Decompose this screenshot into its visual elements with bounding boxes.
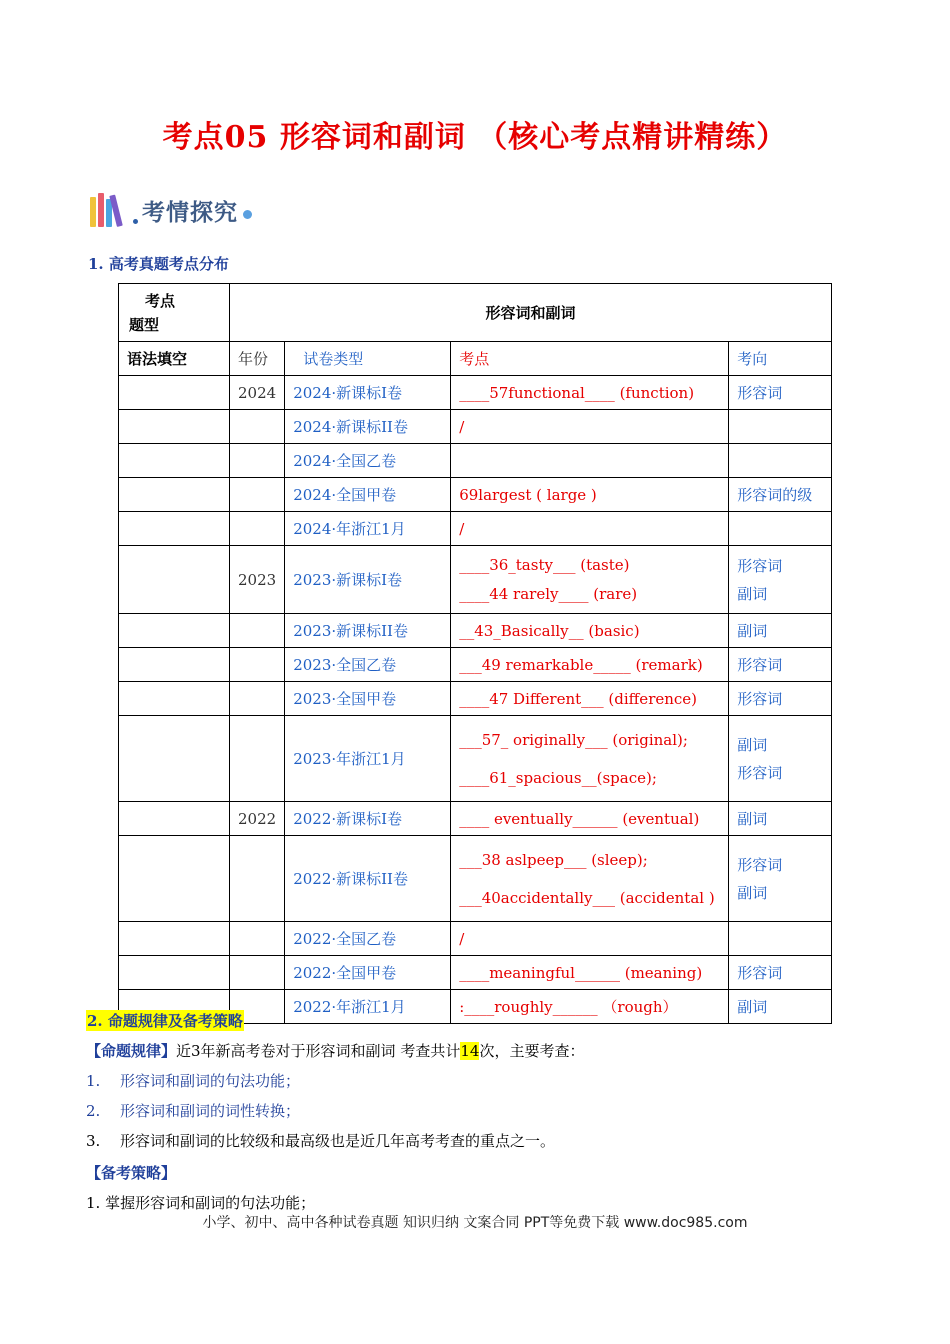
col-direction: 考向 [729,342,832,376]
direction-text: 副词 [737,998,768,1016]
table-row [119,922,832,956]
corner-cell [119,284,230,342]
direction-text: 形容词 [737,856,783,874]
paper-cell: 2022·年浙江1月 [285,990,451,1024]
point-text: :____roughly______ （rough） [459,998,678,1016]
list-item: 3. 形容词和副词的比较级和最高级也是近几年高考考查的重点之一。 [86,1132,556,1150]
corner-bottom-label: 题型 [129,316,160,334]
direction-cell [729,444,832,478]
page-footer: 小学、初中、高中各种试卷真题 知识归纳 文案合同 PPT等免费下载 www.doc985.com [202,1215,748,1231]
direction-text: 形容词 [737,557,783,575]
point-text: / [459,418,465,436]
paper-cell: 2023·新课标II卷 [285,614,451,648]
point-text: ____57functional____ (function) [459,384,695,402]
direction-cell [729,956,832,990]
direction-text: 形容词 [737,964,783,982]
direction-text: 形容词 [737,656,783,674]
col-paper: 试卷类型 [285,342,451,376]
direction-cell [729,990,832,1024]
table-row [119,512,832,546]
rule-count: 14 [460,1042,480,1060]
type-cell [119,922,230,956]
strategy-item: 1. 掌握形容词和副词的句法功能； [86,1194,316,1212]
point-text: ____61_spacious__(space); [459,769,657,787]
type-cell [119,802,230,836]
direction-cell [729,614,832,648]
paper-cell: 2023·全国甲卷 [285,682,451,716]
point-text: ____36_tasty___ (taste) [459,556,630,574]
point-text: ___57_ originally___ (original); [459,731,688,749]
point-cell [451,716,729,802]
row-label: 语法填空 [119,342,230,376]
paper-cell: 2022·新课标II卷 [285,836,451,922]
direction-cell [729,546,832,614]
direction-text: 副词 [737,884,768,902]
section-heading-strategy: 2. 命题规律及备考策略 [87,1012,243,1030]
direction-cell [729,836,832,922]
table-row [119,614,832,648]
direction-text: 副词 [737,622,768,640]
table-row [119,956,832,990]
point-cell [451,614,729,648]
year-cell [230,444,285,478]
point-text: ____44 rarely____ (rare) [459,585,638,603]
type-cell [119,836,230,922]
point-cell [451,444,729,478]
table-row [119,444,832,478]
strategy-label: 【备考策略】 [86,1164,177,1182]
year-cell [230,956,285,990]
corner-top-label: 考点 [145,292,176,310]
paper-cell: 2024·新课标II卷 [285,410,451,444]
year-cell: 2023 [230,546,285,614]
point-cell [451,956,729,990]
point-cell [451,802,729,836]
year-cell [230,716,285,802]
table-row [119,648,832,682]
year-cell [230,410,285,444]
section-heading-distribution: 1. 高考真题考点分布 [88,255,229,273]
direction-cell [729,512,832,546]
year-cell [230,682,285,716]
dot-icon [133,219,138,224]
column-header-row [119,342,832,376]
table-row [119,836,832,922]
type-cell [119,546,230,614]
point-text: ____47 Different___ (difference) [459,690,698,708]
table-header-row [119,284,832,342]
table-row [119,716,832,802]
exam-distribution-table [118,283,832,1024]
section-banner [90,190,252,230]
paper-cell: 2024·年浙江1月 [285,512,451,546]
table-row [119,682,832,716]
type-cell [119,682,230,716]
books-icon [90,193,125,227]
circle-icon [243,210,252,219]
point-text: ___40accidentally___ (accidental ) [459,889,715,907]
rule-text-after: 次，主要考查： [479,1042,585,1060]
table-row [119,376,832,410]
point-text: ____meaningful______ (meaning) [459,964,703,982]
point-text: / [459,520,465,538]
list-item: 2. 形容词和副词的词性转换； [86,1102,301,1120]
direction-cell [729,682,832,716]
direction-text: 副词 [737,810,768,828]
point-cell [451,922,729,956]
type-cell [119,648,230,682]
direction-cell [729,478,832,512]
point-text: ___38 aslpeep___ (sleep); [459,851,648,869]
point-cell [451,546,729,614]
paper-cell: 2024·全国乙卷 [285,444,451,478]
page-title: 考点05 形容词和副词 （核心考点精讲精练） [162,120,788,155]
year-cell [230,614,285,648]
paper-cell: 2024·新课标I卷 [285,376,451,410]
paper-cell: 2023·年浙江1月 [285,716,451,802]
rule-paragraph [86,1040,584,1062]
point-text: / [459,930,465,948]
type-cell [119,512,230,546]
point-cell [451,376,729,410]
year-cell [230,922,285,956]
point-text: ___49 remarkable_____ (remark) [459,656,703,674]
type-cell [119,376,230,410]
point-text: __43_Basically__ (basic) [459,622,640,640]
year-cell [230,648,285,682]
type-cell [119,478,230,512]
rule-label: 【命题规律】 [86,1042,177,1060]
direction-cell [729,716,832,802]
paper-cell: 2022·全国乙卷 [285,922,451,956]
direction-text: 副词 [737,736,768,754]
point-cell [451,478,729,512]
point-cell [451,512,729,546]
direction-cell [729,922,832,956]
type-cell [119,614,230,648]
direction-text: 形容词 [737,764,783,782]
point-text: 69largest ( large ) [459,486,597,504]
table-row [119,478,832,512]
paper-cell: 2024·全国甲卷 [285,478,451,512]
point-cell [451,648,729,682]
year-cell: 2024 [230,376,285,410]
year-cell: 2022 [230,802,285,836]
col-point: 考点 [451,342,729,376]
point-cell [451,410,729,444]
type-cell [119,410,230,444]
direction-cell [729,376,832,410]
point-text: ____ eventually______ (eventual) [459,810,700,828]
table-row [119,802,832,836]
banner-title: 考情探究 [142,199,238,226]
rule-text-before: 近3年新高考卷对于形容词和副词 考查共计 [176,1042,461,1060]
year-cell [230,512,285,546]
direction-text: 形容词 [737,384,783,402]
year-cell [230,478,285,512]
type-cell [119,444,230,478]
direction-text: 副词 [737,585,768,603]
paper-cell: 2022·全国甲卷 [285,956,451,990]
point-cell [451,990,729,1024]
col-year: 年份 [230,342,285,376]
list-item: 1. 形容词和副词的句法功能； [86,1072,301,1090]
type-cell [119,716,230,802]
topic-header: 形容词和副词 [230,284,832,342]
table-row [119,546,832,614]
type-cell [119,956,230,990]
paper-cell: 2023·新课标I卷 [285,546,451,614]
point-cell [451,682,729,716]
paper-cell: 2022·新课标I卷 [285,802,451,836]
direction-cell [729,802,832,836]
direction-text: 形容词 [737,690,783,708]
point-cell [451,836,729,922]
direction-cell [729,410,832,444]
direction-cell [729,648,832,682]
year-cell [230,836,285,922]
direction-text: 形容词的级 [737,486,813,504]
table-row [119,410,832,444]
paper-cell: 2023·全国乙卷 [285,648,451,682]
